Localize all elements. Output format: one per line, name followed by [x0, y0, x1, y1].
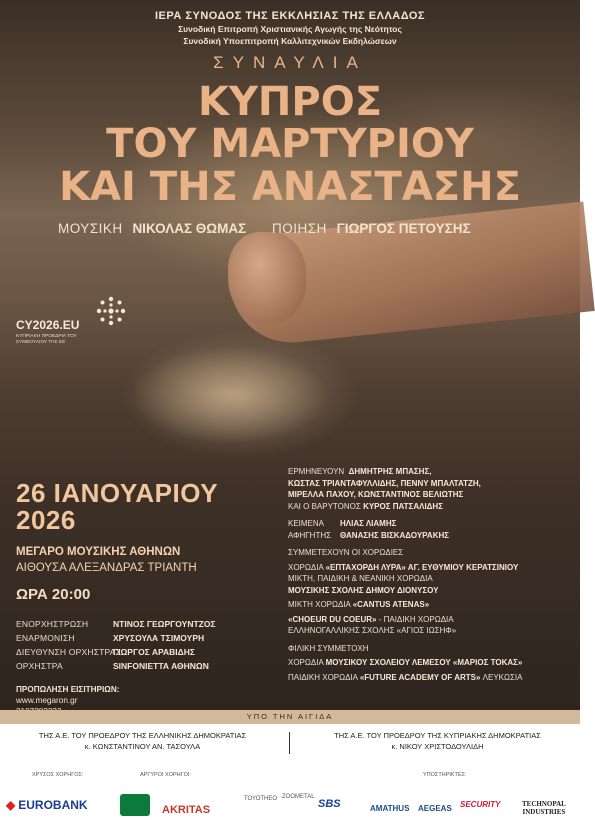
- aegis-greek-president: [0, 730, 285, 752]
- petrolina-logo-icon: [120, 794, 150, 816]
- performers-block: [288, 466, 578, 683]
- role-label: ΔΙΕΥΘΥΝΣΗ ΟΡΧΗΣΤΡΑΣ: [16, 647, 122, 657]
- sponsor-logos: [0, 786, 580, 834]
- role-name: ΓΙΩΡΓΟΣ ΑΡΑΒΙΔΗΣ: [113, 647, 195, 657]
- interpreter-name: ΔΗΜΗΤΡΗΣ ΜΠΑΣΗΣ,: [348, 467, 432, 476]
- water-ripple-image: [120, 330, 360, 460]
- technopal-line1: TECHNOPAL: [522, 800, 566, 808]
- choir-name: «ΕΠΤΑΧΟΡΔΗ ΛΥΡΑ» ΑΓ. ΕΥΘΥΜΙΟΥ ΚΕΡΑΤΣΙΝΙΟΥ: [325, 562, 519, 572]
- role-label: ΕΝΑΡΜΟΝΙΣΗ: [16, 633, 75, 643]
- choir-name: «FUTURE ACADEMY OF ARTS»: [359, 672, 481, 682]
- choir-line: [288, 599, 578, 611]
- event-time: ΩΡΑ 20:00: [16, 586, 91, 603]
- texts-label: ΚΕΙΜΕΝΑ: [288, 519, 325, 528]
- interpreters-line: [288, 466, 578, 478]
- music-label: ΜΟΥΣΙΚΗ: [58, 221, 123, 236]
- role-label: ΕΝΟΡΧΗΣΤΡΩΣΗ: [16, 619, 89, 629]
- aegis-patrons: [0, 724, 580, 770]
- tickets-label: ΠΡΟΠΩΛΗΣΗ ΕΙΣΙΤΗΡΙΩΝ:: [16, 685, 120, 694]
- baritone-prefix: ΚΑΙ Ο ΒΑΡΥΤΟΝΟΣ: [288, 501, 361, 511]
- event-type: ΣΥΝΑΥΛΙΑ: [213, 53, 367, 72]
- narrator-name: ΘΑΝΑΣΗΣ ΒΙΣΚΑΔΟΥΡΑΚΗΣ: [340, 530, 450, 540]
- choir-line: [288, 672, 578, 684]
- choir-prefix: ΧΟΡΩΔΙΑ: [288, 658, 324, 667]
- aegis-cypriot-president: [295, 730, 580, 752]
- choir-prefix: ΧΟΡΩΔΙΑ: [288, 562, 324, 572]
- venue-name: ΜΕΓΑΡΟ ΜΟΥΣΙΚΗΣ ΑΘΗΝΩΝ: [16, 546, 181, 558]
- role-name: ΝΤΙΝΟΣ ΓΕΩΡΓΟΥΝΤΖΟΣ: [113, 619, 216, 629]
- security-logo: SECURITY: [460, 800, 501, 809]
- narrator-label: ΑΦΗΓΗΤΗΣ: [288, 530, 332, 540]
- title-line-1: ΚΥΠΡΟΣ: [197, 79, 383, 125]
- date-year: 2026: [16, 505, 76, 536]
- choir-city: ΛΕΥΚΩΣΙΑ: [482, 672, 523, 682]
- texts-name: ΗΛΙΑΣ ΛΙΑΜΗΣ: [340, 519, 397, 528]
- fist-image: [228, 232, 306, 324]
- baritone-name: ΚΥΡΟΣ ΠΑΤΣΑΛΙΔΗΣ: [363, 501, 443, 511]
- choir-line: [288, 614, 578, 626]
- choir-prefix: ΠΑΙΔΙΚΗ ΧΟΡΩΔΙΑ: [288, 672, 358, 682]
- amathus-logo: AMATHUS: [370, 804, 410, 813]
- akritas-logo: AKRITAS: [162, 804, 211, 816]
- title-line-3: ΚΑΙ ΤΗΣ ΑΝΑΣΤΑΣΗΣ: [59, 164, 521, 210]
- interpreters-names: ΜΙΡΕΛΛΑ ΠΑΧΟΥ, ΚΩΝΣΤΑΝΤΙΝΟΣ ΒΕΛΙΩΤΗΣ: [288, 490, 464, 499]
- date-day-month: 26 ΙΑΝΟΥΑΡΙΟΥ: [16, 478, 219, 508]
- poetry-label: ΠΟΙΗΣΗ: [272, 221, 327, 236]
- aegis-left-name: κ. ΚΩΝΣΤΑΝΤΙΝΟΥ ΑΝ. ΤΑΣΟΥΛΑ: [84, 742, 201, 751]
- role-row: [16, 617, 216, 631]
- header-committee: Συνοδική Επιτροπή Χριστιανικής Αγωγής της Νεότητος: [178, 24, 402, 34]
- roles-list: [16, 617, 216, 673]
- choir-name: ΜΟΥΣΙΚΗΣ ΣΧΟΛΗΣ ΔΗΜΟΥ ΔΙΟΝΥΣΟΥ: [288, 585, 439, 595]
- sbs-logo: SBS: [318, 798, 341, 810]
- snowflake-star-icon: [94, 294, 128, 328]
- supporters-label: ΥΠΟΣΤΗΡΙΚΤΕΣ:: [423, 772, 467, 778]
- interpreters-label: ΕΡΜΗΝΕΥΟΥΝ: [288, 467, 345, 476]
- aegis-right-name: κ. ΝΙΚΟΥ ΧΡΙΣΤΟΔΟΥΛΙΔΗ: [391, 742, 484, 751]
- interpreters-names: ΚΩΣΤΑΣ ΤΡΙΑΝΤΑΦΥΛΛΙΔΗΣ, ΠΕΝΝΥ ΜΠΑΛΤΑΤΖΗ,: [288, 478, 481, 488]
- choir-line: [288, 562, 578, 574]
- eurobank-logo: [6, 798, 88, 812]
- zoometal-logo: ZOOMETAL: [282, 794, 315, 800]
- friendly-label: ΦΙΛΙΚΗ ΣΥΜΜΕΤΟΧΗ: [288, 643, 369, 653]
- role-row: [16, 659, 216, 673]
- poet-name: ΓΙΩΡΓΟΣ ΠΕΤΟΥΣΗΣ: [336, 221, 471, 236]
- choir-name: ΜΟΥΣΙΚΟΥ ΣΧΟΛΕΙΟΥ ΛΕΜΕΣΟΥ «ΜΑΡΙΟΣ ΤΟΚΑΣ»: [325, 658, 523, 667]
- eurobank-mark-icon: ◆: [6, 798, 16, 812]
- choirs-label: ΣΥΜΜΕΤΕΧΟΥΝ ΟΙ ΧΟΡΩΔΙΕΣ: [288, 548, 404, 557]
- aegis-divider: [289, 732, 290, 754]
- eurobank-text: EUROBANK: [18, 798, 88, 812]
- presidency-name: CY2026.EU: [16, 318, 80, 332]
- credits-line: [58, 221, 558, 236]
- role-label: ΟΡΧΗΣΤΡΑ: [16, 661, 63, 671]
- technopal-line2: INDUSTRIES: [522, 808, 566, 816]
- choir-prefix: ΜΙΚΤΗ ΧΟΡΩΔΙΑ: [288, 600, 351, 609]
- venue-hall: ΑΙΘΟΥΣΑ ΑΛΕΞΑΝΔΡΑΣ ΤΡΙΑΝΤΗ: [16, 562, 197, 574]
- choir-line: ΜΙΚΤΗ, ΠΑΙΔΙΚΗ & ΝΕΑΝΙΚΗ ΧΟΡΩΔΙΑ: [288, 574, 433, 583]
- aegeas-logo: AEGEAS: [418, 804, 452, 813]
- role-name: SINFONIETTA ΑΘΗΝΩΝ: [113, 661, 209, 671]
- event-date: [16, 480, 218, 535]
- header-synod: ΙΕΡΑ ΣΥΝΟΔΟΣ ΤΗΣ ΕΚΚΛΗΣΙΑΣ ΤΗΣ ΕΛΛΑΔΟΣ: [154, 10, 425, 22]
- presidency-subtitle: ΚΥΠΡΙΑΚΗ ΠΡΟΕΔΡΙΑ ΤΟΥ ΣΥΜΒΟΥΛΙΟΥ ΤΗΣ ΕΕ: [16, 334, 77, 345]
- composer-name: ΝΙΚΟΛΑΣ ΘΩΜΑΣ: [132, 221, 247, 236]
- tickets-url[interactable]: www.megaron.gr: [16, 696, 78, 705]
- choir-line: ΕΛΛΗΝΟΓΑΛΛΙΚΗΣ ΣΧΟΛΗΣ «ΑΓΙΟΣ ΙΩΣΗΦ»: [288, 626, 457, 635]
- aegis-band: ΥΠΟ ΤΗΝ ΑΙΓΙΔΑ: [0, 710, 580, 724]
- aegis-left-title: ΤΗΣ Α.Ε. ΤΟΥ ΠΡΟΕΔΡΟΥ ΤΗΣ ΕΛΛΗΝΙΚΗΣ ΔΗΜΟΚΡΑΤΙΑΣ: [38, 731, 247, 740]
- aegis-right-title: ΤΗΣ Α.Ε. ΤΟΥ ΠΡΟΕΔΡΟΥ ΤΗΣ ΚΥΠΡΙΑΚΗΣ ΔΗΜΟΚΡΑΤΙΑΣ: [334, 731, 541, 740]
- choir-suffix: - ΠΑΙΔΙΚΗ ΧΟΡΩΔΙΑ: [378, 614, 454, 624]
- silver-sponsors-label: ΑΡΓΥΡΟΙ ΧΟΡΗΓΟΙ:: [140, 772, 191, 778]
- title-line-2: ΤΟΥ ΜΑΡΤΥΡΙΟΥ: [106, 121, 474, 167]
- role-name: ΧΡΥΣΟΥΛΑ ΤΣΙΜΟΥΡΗ: [113, 633, 205, 643]
- role-row: [16, 645, 216, 659]
- narrator-line: [288, 530, 578, 542]
- technopal-logo: [522, 800, 566, 816]
- choir-name: «CANTUS ATENAS»: [352, 600, 430, 609]
- choir-line: [288, 657, 578, 669]
- toyotheo-logo: ΤΟΥΟΤΗΕΟ: [244, 796, 278, 802]
- role-row: [16, 631, 216, 645]
- gold-sponsor-label: ΧΡΥΣΟΣ ΧΟΡΗΓΟΣ:: [32, 772, 84, 778]
- baritone-line: [288, 501, 578, 513]
- header-subcommittee: Συνοδική Υποεπιτροπή Καλλιτεχνικών Εκδηλώσεων: [183, 36, 397, 46]
- choir-name: «CHOEUR DU COEUR»: [288, 614, 377, 624]
- texts-line: [288, 518, 578, 530]
- sponsor-labels: [0, 772, 580, 784]
